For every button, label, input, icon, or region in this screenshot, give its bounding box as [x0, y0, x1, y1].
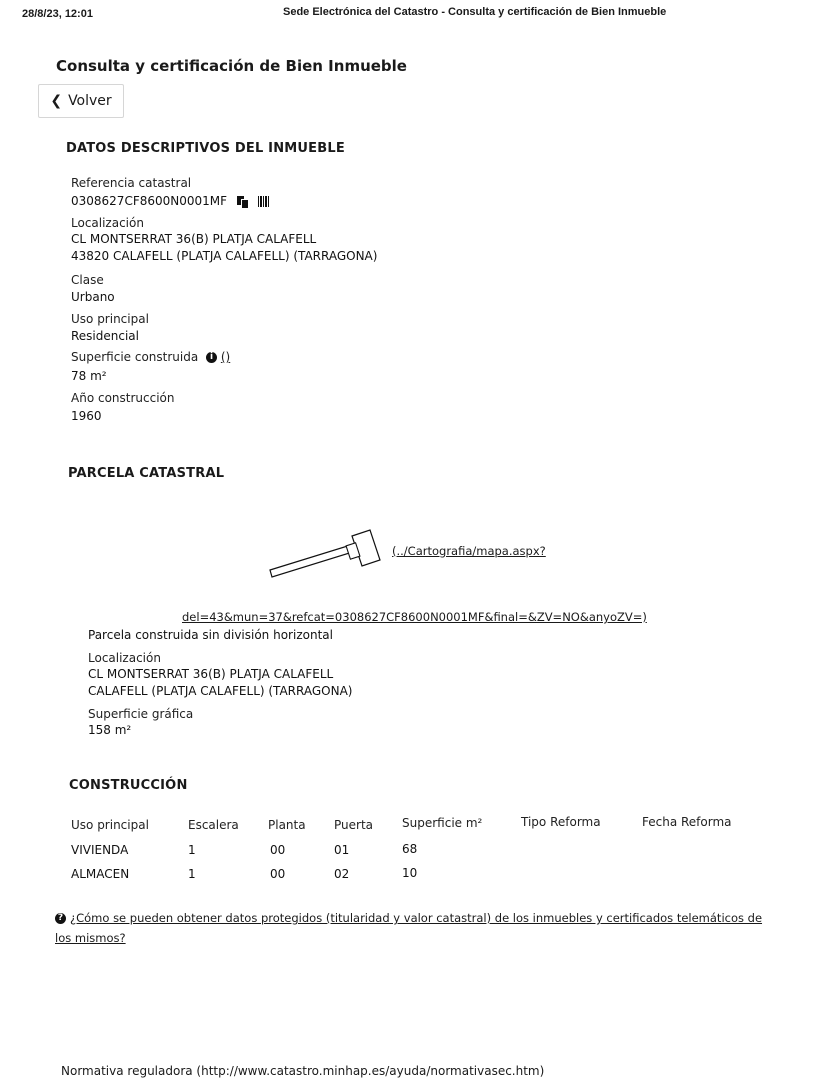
map-link-line1[interactable]: (../Cartografia/mapa.aspx? [392, 544, 546, 558]
table-row-1-uso: VIVIENDA [71, 843, 129, 857]
faq-link-line2[interactable]: los mismos? [55, 931, 126, 945]
table-row-1-escalera: 1 [188, 843, 196, 857]
anio-value: 1960 [71, 409, 102, 423]
superficie-row [71, 350, 230, 364]
faq-row [55, 911, 762, 925]
parcela-localizacion-label: Localización [88, 651, 161, 665]
barcode-icon[interactable] [258, 196, 270, 207]
clase-label: Clase [71, 273, 104, 287]
table-row-2-uso: ALMACEN [71, 867, 130, 881]
th-puerta: Puerta [334, 818, 374, 832]
table-row-1-planta: 00 [270, 843, 286, 857]
table-row-1-superficie: 68 [402, 842, 418, 856]
localizacion-line1: CL MONTSERRAT 36(B) PLATJA CALAFELL [71, 232, 317, 246]
back-button-label: Volver [68, 93, 112, 109]
parcela-localizacion-line2: CALAFELL (PLATJA CALAFELL) (TARRAGONA) [88, 684, 353, 698]
section-title-construccion: CONSTRUCCIÓN [69, 778, 188, 793]
back-button[interactable] [38, 84, 124, 118]
table-row-1-puerta: 01 [334, 843, 350, 857]
referencia-label: Referencia catastral [71, 176, 192, 190]
footer-normativa[interactable]: Normativa reguladora (http://www.catastro.minhap.es/ayuda/normativasec.htm) [61, 1064, 545, 1078]
print-datetime: 28/8/23, 12:01 [22, 8, 93, 20]
th-fecha-reforma: Fecha Reforma [642, 815, 732, 829]
localizacion-line2: 43820 CALAFELL (PLATJA CALAFELL) (TARRAGONA) [71, 249, 378, 263]
faq-link-line1[interactable]: ¿Cómo se pueden obtener datos protegidos (titularidad y valor catastral) de los inmuebles y certificados telemáticos de [70, 911, 763, 925]
parcela-localizacion-line1: CL MONTSERRAT 36(B) PLATJA CALAFELL [88, 667, 334, 681]
table-row-2-planta: 00 [270, 867, 286, 881]
parcela-superficie-label: Superficie gráfica [88, 707, 194, 721]
section-title-parcela: PARCELA CATASTRAL [68, 466, 225, 481]
anio-label: Año construcción [71, 391, 175, 405]
map-link-line2[interactable]: del=43&mun=37&refcat=0308627CF8600N0001MF&final=&ZV=NO&anyoZV=) [182, 610, 647, 624]
info-icon[interactable]: i [206, 352, 217, 363]
th-uso-principal: Uso principal [71, 818, 149, 832]
section-title-datos: DATOS DESCRIPTIVOS DEL INMUEBLE [66, 141, 345, 156]
th-superficie: Superficie m² [402, 816, 483, 830]
th-escalera: Escalera [188, 818, 239, 832]
info-icon: ? [55, 913, 66, 924]
th-planta: Planta [268, 818, 306, 832]
superficie-value: 78 m² [71, 369, 107, 383]
table-row-2-puerta: 02 [334, 867, 350, 881]
clase-value: Urbano [71, 290, 115, 304]
referencia-value: 0308627CF8600N0001MF [71, 194, 228, 208]
parcel-map-thumbnail[interactable] [266, 522, 392, 582]
page-title: Consulta y certificación de Bien Inmueble [56, 57, 407, 75]
print-page-title: Sede Electrónica del Catastro - Consulta y certificación de Bien Inmueble [283, 6, 667, 18]
superficie-link[interactable]: () [220, 350, 231, 364]
parcela-superficie-value: 158 m² [88, 723, 132, 737]
parcela-tipo: Parcela construida sin división horizontal [88, 628, 333, 642]
copy-icon[interactable] [237, 196, 248, 208]
uso-label: Uso principal [71, 312, 149, 326]
chevron-left-icon: ❮ [50, 93, 63, 109]
th-tipo-reforma: Tipo Reforma [521, 815, 601, 829]
referencia-row [71, 194, 270, 208]
uso-value: Residencial [71, 329, 139, 343]
table-row-2-escalera: 1 [188, 867, 196, 881]
table-row-2-superficie: 10 [402, 866, 418, 880]
superficie-label: Superficie construida [71, 350, 199, 364]
localizacion-label: Localización [71, 216, 144, 230]
